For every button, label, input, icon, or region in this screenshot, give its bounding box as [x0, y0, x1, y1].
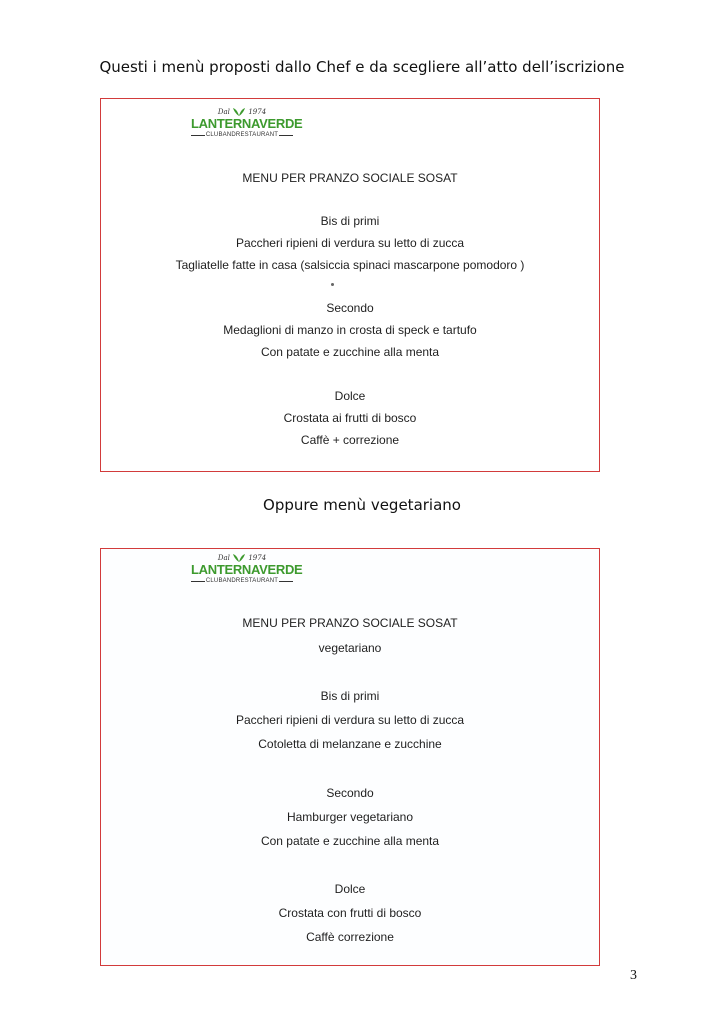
dolce-heading: Dolce: [334, 389, 366, 403]
secondo-heading: Secondo: [326, 786, 374, 800]
menu-card-vegetarian: [100, 548, 600, 966]
secondo-item-1: Hamburger vegetariano: [286, 810, 414, 824]
restaurant-logo: [191, 553, 303, 585]
logo-brand: LANTERNAVERDE: [191, 562, 303, 577]
primi-heading: Bis di primi: [320, 689, 380, 703]
menu-subtitle: vegetariano: [318, 641, 382, 655]
dolce-item-1: Crostata con frutti di bosco: [278, 906, 422, 920]
logo-seal-left: Dal: [217, 554, 230, 562]
primi-heading: Bis di primi: [320, 214, 380, 228]
vegetarian-alternative-text: Oppure menù vegetariano: [263, 496, 461, 514]
logo-seal-right: 1974: [248, 554, 267, 562]
primi-item-1: Paccheri ripieni di verdura su letto di zucca: [235, 713, 465, 727]
primi-item-1: Paccheri ripieni di verdura su letto di zucca: [235, 236, 465, 250]
secondo-item-2: Con patate e zucchine alla menta: [260, 834, 440, 848]
logo-subtitle: CLUBANDRESTAURANT: [191, 131, 293, 139]
dolce-item-2: Caffè + correzione: [300, 433, 400, 447]
dolce-item-2: Caffè correzione: [306, 930, 394, 944]
logo-seal: [191, 553, 293, 563]
menu-title: MENU PER PRANZO SOCIALE SOSAT: [242, 616, 458, 630]
intro-text: Questi i menù proposti dallo Chef e da scegliere all’atto dell’iscrizione: [99, 58, 625, 76]
menu-title: MENU PER PRANZO SOCIALE SOSAT: [242, 171, 458, 185]
logo-seal-right: 1974: [248, 108, 267, 116]
secondo-item-2: Con patate e zucchine alla menta: [260, 345, 440, 359]
secondo-heading: Secondo: [326, 301, 374, 315]
primi-item-2: Tagliatelle fatte in casa (salsiccia spinaci mascarpone pomodoro ): [175, 258, 525, 272]
logo-subtitle: CLUBANDRESTAURANT: [191, 577, 293, 585]
leaf-icon: [232, 554, 246, 562]
restaurant-logo: [191, 107, 303, 139]
page-number: 3: [630, 968, 637, 983]
logo-brand: LANTERNAVERDE: [191, 116, 303, 131]
logo-seal-left: Dal: [217, 108, 230, 116]
leaf-icon: [232, 108, 246, 116]
primi-item-2: Cotoletta di melanzane e zucchine: [258, 737, 442, 751]
dolce-item-1: Crostata ai frutti di bosco: [283, 411, 417, 425]
menu-card-standard: [100, 98, 600, 472]
secondo-item-1: Medaglioni di manzo in crosta di speck e tartufo: [223, 323, 477, 337]
stray-dot: [331, 283, 334, 286]
dolce-heading: Dolce: [334, 882, 366, 896]
logo-seal: [191, 107, 293, 117]
